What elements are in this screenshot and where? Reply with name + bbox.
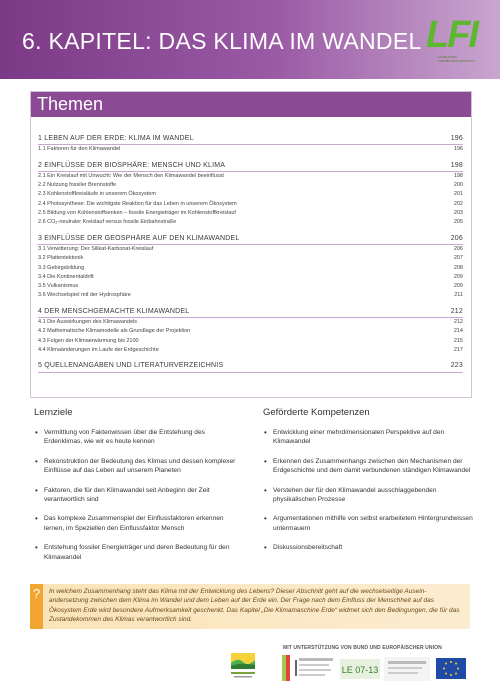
toc-label: 2.3 Kohlenstoffkreisläufe in unserem Ökosystem	[38, 191, 156, 198]
chapter-title: 6. KAPITEL: DAS KLIMA IM WANDEL	[22, 28, 422, 54]
toc-page-number: 206	[453, 245, 463, 252]
toc-section-row	[38, 291, 463, 300]
toc-page-number: 201	[453, 191, 463, 198]
toc-label: 4.1 Die Auswirkungen des Klimawandels	[38, 319, 138, 326]
toc-chapter-row	[38, 134, 463, 143]
lernziele-section	[34, 407, 244, 572]
toc-label: 2.6 CO₂-neutraler Kreislauf versus fossile Einbahnstraße	[38, 219, 177, 226]
toc-page-number: 215	[453, 337, 463, 344]
toc-section-row	[38, 337, 463, 346]
kompetenzen-item: • Diskussionsbereitschaft	[263, 543, 473, 552]
toc-label: 3.1 Verwitterung: Der Silikat-Karbonat-Kreislauf	[38, 245, 154, 252]
toc-section-row	[38, 145, 463, 154]
kompetenzen-item: • Erkennen des Zusammenhangs zwischen den Mechanismen der Erdgeschichte und dem damit verbundenen ständigen Klimawandel	[263, 457, 473, 476]
toc-section-row	[38, 181, 463, 190]
toc-page-number: 212	[450, 307, 463, 315]
toc-section-row	[38, 200, 463, 209]
toc-label: 3.6 Wechselspiel mit der Hydrosphäre	[38, 292, 131, 299]
toc-page-number: 207	[453, 255, 463, 262]
toc-page-number: 212	[453, 319, 463, 326]
toc-label: 4.4 Klimaänderungen im Laufe der Erdgeschichte	[38, 346, 159, 353]
toc-page-number: 211	[454, 292, 463, 299]
toc-chapter-row	[38, 307, 463, 316]
toc-page-number: 198	[453, 172, 463, 179]
info-text: In welchem Zusammenhang steht das Klima mit der Entwicklung des Lebens? Dieser Abschnitt geht auf die wechselseitige Ausein-andersetzung zwischen dem Klima im Wandel und dem Leben auf der Erde ein. Der Frage nach dem Einfluss der Menschheit auf das Ökosystem Erde wird besondere Aufmerksamkeit geschenkt. Das Kapitel „Die Klimamaschine Erde“ widmet sich den Bedingungen, die für das Zustandekommen des Klimas verantwortlich sind.	[49, 588, 460, 623]
kompetenzen-item: • Entwicklung einer mehrdimensionalen Perspektive auf den Klimawandel	[263, 428, 473, 447]
toc-page-number: 205	[453, 219, 463, 226]
toc-label: 1 LEBEN AUF DER ERDE: KLIMA IM WANDEL	[38, 135, 194, 142]
lfi-logo	[424, 14, 488, 66]
lfi-logo-subtext: LÄNDLICHES FORTBILDUNGSINSTITUT	[438, 55, 475, 63]
table-of-contents	[38, 134, 463, 373]
toc-label: 4.2 Mathematische Klimamodelle als Grundlage der Projektion	[38, 328, 191, 335]
lernziele-title: Lernziele	[34, 407, 73, 418]
lernziele-item: • Vermittlung von Faktenwissen über die Entstehung des Erdenklimas, wie wir es heute kennen	[34, 428, 244, 447]
toc-label: 4 DER MENSCHGEMACHTE KLIMAWANDEL	[38, 307, 190, 315]
toc-page-number: 203	[453, 210, 463, 217]
toc-section-row	[38, 254, 463, 263]
toc-label: 1.1 Faktoren für den Klimawandel	[38, 146, 121, 153]
kompetenzen-item: • Verstehen der für den Klimawandel ausschlaggebenden physikalischen Prozesse	[263, 486, 473, 505]
toc-page-number: 217	[453, 346, 463, 353]
toc-label: 2.1 Ein Kreislauf mit Unwucht: Wie der Mensch den Klimawandel beeinflusst	[38, 172, 224, 179]
lernziele-item: • Entstehung fossiler Energieträger und deren Bedeutung für den Klimawandel	[34, 543, 244, 562]
toc-label: 3.3 Gebirgsbildung	[38, 264, 85, 271]
lernziele-item: • Rekonstruktion der Bedeutung des Klimas und dessen komplexer Einflüsse auf das Leben auf unserem Planeten	[34, 457, 244, 476]
toc-section-row	[38, 318, 463, 327]
kompetenzen-item: • Argumentationen mithilfe von selbst erarbeitetem Hintergrundwissen untermauern	[263, 514, 473, 533]
themen-title: Themen	[37, 94, 104, 114]
toc-page-number: 209	[453, 283, 463, 290]
toc-label: 2.5 Bildung von Kohlenstoffsenken – fossile Energieträger im Kohlenstoffkreislauf	[38, 210, 236, 217]
question-icon: ?	[30, 584, 43, 629]
toc-label: 3.2 Plattentektonik	[38, 255, 84, 262]
lfi-logo-mark: LFI	[426, 14, 477, 56]
toc-label: 2.4 Photosynthese: Die wichtigste Reaktion für das Leben in unserem Ökosystem	[38, 200, 237, 207]
toc-label: 3.5 Vulkanismus	[38, 283, 79, 290]
toc-section-row	[38, 273, 463, 282]
toc-separator	[38, 372, 463, 373]
toc-page-number: 223	[450, 362, 463, 370]
toc-label: 2.2 Nutzung fossiler Brennstoffe	[38, 182, 117, 189]
page-header	[0, 0, 500, 79]
toc-section-row	[38, 327, 463, 336]
toc-section-row	[38, 346, 463, 355]
themen-box	[30, 91, 472, 398]
toc-label: 3.4 Die Kontinentaldrift	[38, 273, 94, 280]
eu-funding-logos	[282, 654, 468, 684]
toc-page-number: 196	[453, 146, 463, 153]
lernziele-item: • Das komplexe Zusammenspiel der Einflussfaktoren erkennen lernen, im Speziellen den Einflussfaktor Mensch	[34, 514, 244, 533]
toc-page-number: 208	[453, 264, 463, 271]
toc-page-number: 198	[450, 161, 463, 169]
info-box	[30, 584, 470, 629]
toc-label: 3 EINFLÜSSE DER GEOSPHÄRE AUF DEN KLIMAWANDEL	[38, 234, 240, 242]
lernziele-list	[34, 428, 244, 562]
lernziele-item: • Faktoren, die für den Klimawandel seit Anbeginn der Zeit verantwortlich sind	[34, 486, 244, 505]
themen-header	[31, 92, 471, 117]
toc-chapter-row	[38, 361, 463, 370]
toc-section-row	[38, 190, 463, 199]
toc-section-row	[38, 209, 463, 218]
toc-section-row	[38, 218, 463, 227]
toc-page-number: 200	[453, 182, 463, 189]
le-label: LE 07-13	[341, 665, 379, 675]
toc-page-number: 209	[453, 273, 463, 280]
toc-label: 4.3 Folgen der Klimaerwärmung bis 2100	[38, 337, 139, 344]
toc-page-number: 206	[450, 234, 463, 242]
toc-chapter-row	[38, 161, 463, 170]
toc-label: 5 QUELLENANGABEN UND LITERATURVERZEICHNIS	[38, 362, 224, 370]
toc-section-row	[38, 245, 463, 254]
kompetenzen-title: Geförderte Kompetenzen	[263, 407, 370, 418]
toc-page-number: 196	[450, 135, 463, 142]
toc-section-row	[38, 282, 463, 291]
support-label: MIT UNTERSTÜTZUNG VON BUND UND EUROPÄISCHER UNION	[283, 645, 442, 651]
toc-page-number: 202	[453, 200, 463, 207]
kompetenzen-section	[263, 407, 473, 563]
toc-chapter-row	[38, 234, 463, 243]
toc-page-number: 214	[453, 328, 463, 335]
kompetenzen-list	[263, 428, 473, 553]
toc-label: 2 EINFLÜSSE DER BIOSPHÄRE: MENSCH UND KLIMA	[38, 161, 226, 169]
rural-development-logo	[228, 651, 258, 681]
toc-section-row	[38, 172, 463, 181]
toc-section-row	[38, 264, 463, 273]
